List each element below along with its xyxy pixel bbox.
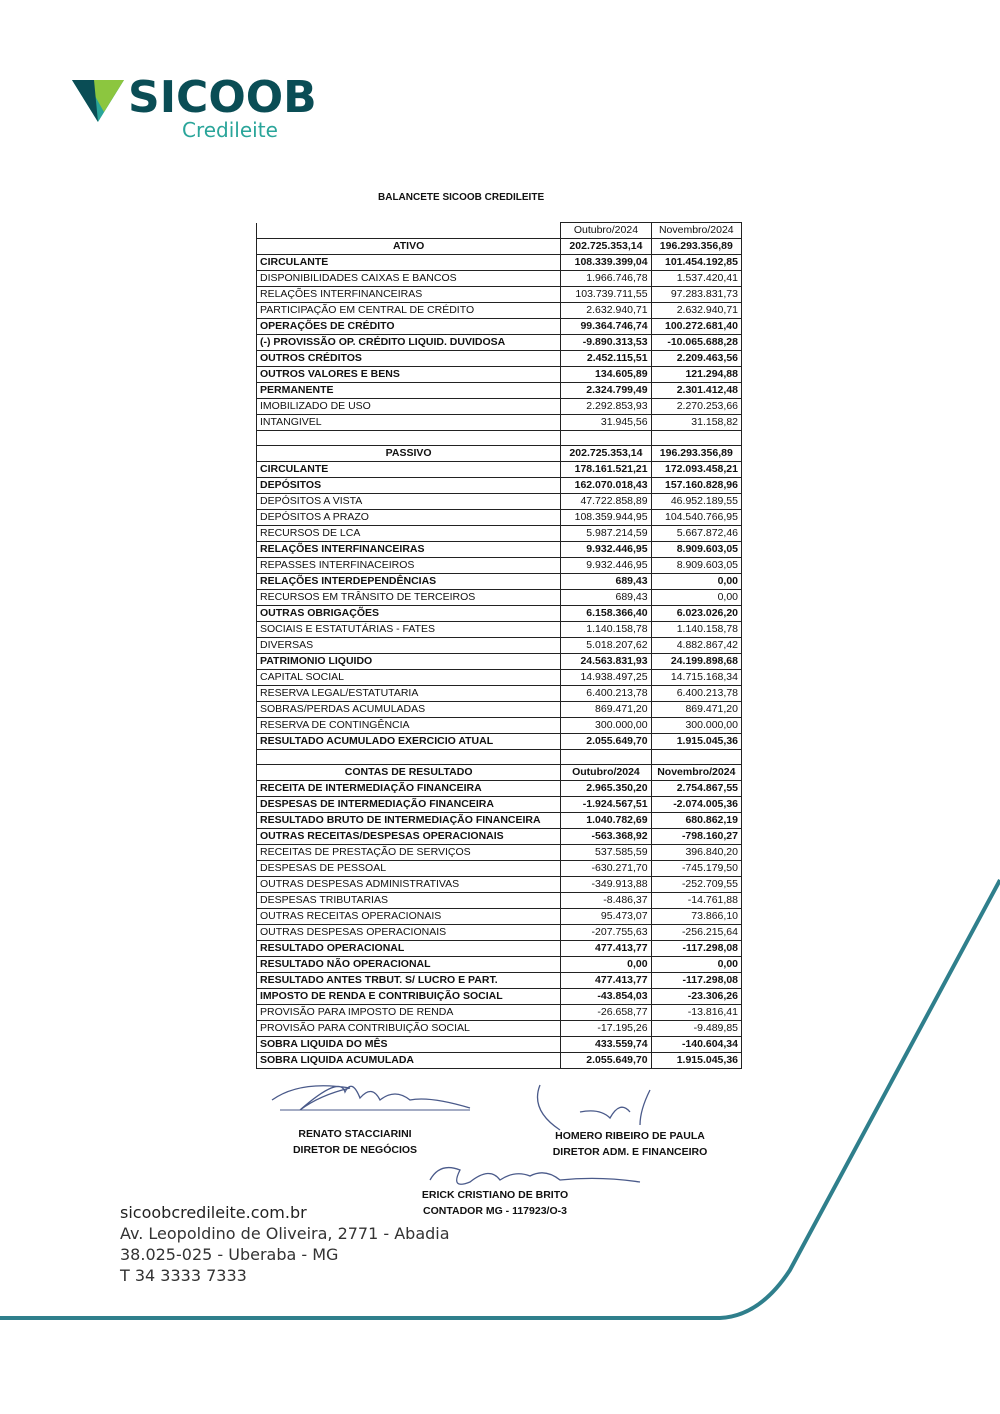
row-label: RECEITAS DE PRESTAÇÃO DE SERVIÇOS [257,845,561,861]
value-oct: -630.271,70 [561,861,651,877]
value-nov: 14.715.168,34 [651,670,741,686]
value-oct: 537.585,59 [561,845,651,861]
value-nov: -745.179,50 [651,861,741,877]
value-oct: 869.471,20 [561,702,651,718]
value-oct: 689,43 [561,574,651,590]
value-oct: 5.018.207,62 [561,638,651,654]
value-oct: -43.854,03 [561,989,651,1005]
value-nov: 196.293.356,89 [651,239,741,255]
signer-name: HOMERO RIBEIRO DE PAULA [555,1130,705,1142]
value-oct: 2.452.115,51 [561,351,651,367]
row-label: RECURSOS DE LCA [257,526,561,542]
row-label: DISPONIBILIDADES CAIXAS E BANCOS [257,271,561,287]
value-oct: 202.725.353,14 [561,446,651,462]
signer-role: DIRETOR DE NEGÓCIOS [292,1144,418,1156]
row-label: REPASSES INTERFINACEIROS [257,558,561,574]
value-oct: 2.055.649,70 [561,1053,651,1069]
value-nov: 300.000,00 [651,718,741,734]
row-label: SOBRAS/PERDAS ACUMULADAS [257,702,561,718]
row-label: IMPOSTO DE RENDA E CONTRIBUIÇÃO SOCIAL [257,989,561,1005]
logo-brand: SICOOB [128,72,317,123]
row-label: RESULTADO ANTES TRBUT. S/ LUCRO E PART. [257,973,561,989]
row-label: OUTROS VALORES E BENS [257,367,561,383]
value-oct: -1.924.567,51 [561,797,651,813]
value-nov: 5.667.872,46 [651,526,741,542]
value-nov: -140.604,34 [651,1037,741,1053]
value-nov: 1.915.045,36 [651,734,741,750]
column-header-c2: Novembro/2024 [651,223,741,239]
row-label: PATRIMONIO LIQUIDO [257,654,561,670]
row-label: (-) PROVISSÃO OP. CRÉDITO LIQUID. DUVIDOSA [257,335,561,351]
row-label: ATIVO [257,239,561,255]
value-nov: 31.158,82 [651,415,741,431]
row-label: DESPESAS TRIBUTARIAS [257,893,561,909]
row-label: PERMANENTE [257,383,561,399]
row-label: DIVERSAS [257,638,561,654]
value-nov: 6.400.213,78 [651,686,741,702]
value-nov: 2.301.412,48 [651,383,741,399]
value-nov: -14.761,88 [651,893,741,909]
row-label: RESULTADO ACUMULADO EXERCICIO ATUAL [257,734,561,750]
row-label: SOBRA LIQUIDA DO MÊS [257,1037,561,1053]
value-oct: 95.473,07 [561,909,651,925]
value-oct: 1.140.158,78 [561,622,651,638]
value-oct: -9.890.313,53 [561,335,651,351]
value-nov: 0,00 [651,957,741,973]
value-oct: -8.486,37 [561,893,651,909]
row-label: CONTAS DE RESULTADO [257,765,561,781]
value-oct: 24.563.831,93 [561,654,651,670]
row-label: RECEITA DE INTERMEDIAÇÃO FINANCEIRA [257,781,561,797]
value-nov: 104.540.766,95 [651,510,741,526]
row-label: CIRCULANTE [257,255,561,271]
value-oct: 202.725.353,14 [561,239,651,255]
value-nov: 46.952.189,55 [651,494,741,510]
value-oct: 108.339.399,04 [561,255,651,271]
row-label: SOBRA LIQUIDA ACUMULADA [257,1053,561,1069]
footer-phone: T 34 3333 7333 [120,1266,247,1285]
footer-city: 38.025-025 - Uberaba - MG [120,1245,339,1264]
row-label: CIRCULANTE [257,462,561,478]
signer-name: ERICK CRISTIANO DE BRITO [421,1189,569,1201]
row-label: DESPESAS DE PESSOAL [257,861,561,877]
value-oct: -563.368,92 [561,829,651,845]
value-oct: 6.400.213,78 [561,686,651,702]
value-nov: 1.537.420,41 [651,271,741,287]
signer-role: DIRETOR ADM. E FINANCEIRO [552,1146,708,1158]
row-label: OUTROS CRÉDITOS [257,351,561,367]
value-nov: 6.023.026,20 [651,606,741,622]
footer-contact [120,1202,450,1286]
value-nov: 97.283.831,73 [651,287,741,303]
row-label: RESULTADO BRUTO DE INTERMEDIAÇÃO FINANCEIRA [257,813,561,829]
value-oct: 178.161.521,21 [561,462,651,478]
row-label: IMOBILIZADO DE USO [257,399,561,415]
value-oct: 2.965.350,20 [561,781,651,797]
value-oct: 9.932.446,95 [561,558,651,574]
value-oct: 2.324.799,49 [561,383,651,399]
value-oct: 2.632.940,71 [561,303,651,319]
row-label: RELAÇÕES INTERDEPENDÊNCIAS [257,574,561,590]
value-nov: 1.915.045,36 [651,1053,741,1069]
value-nov: 1.140.158,78 [651,622,741,638]
value-oct: 2.292.853,93 [561,399,651,415]
row-label: DEPÓSITOS A PRAZO [257,510,561,526]
row-label: OUTRAS DESPESAS ADMINISTRATIVAS [257,877,561,893]
column-header-c1: Outubro/2024 [561,223,651,239]
row-label: RESERVA LEGAL/ESTATUTARIA [257,686,561,702]
value-nov: 0,00 [651,574,741,590]
row-label: RECURSOS EM TRÂNSITO DE TERCEIROS [257,590,561,606]
row-label: RELAÇÕES INTERFINANCEIRAS [257,287,561,303]
value-oct: 99.364.746,74 [561,319,651,335]
row-label: SOCIAIS E ESTATUTÁRIAS - FATES [257,622,561,638]
value-nov: 0,00 [651,590,741,606]
row-label: CAPITAL SOCIAL [257,670,561,686]
value-nov: 100.272.681,40 [651,319,741,335]
value-nov: -256.215,64 [651,925,741,941]
value-nov: 157.160.828,96 [651,478,741,494]
footer-website: sicoobcredileite.com.br [120,1203,307,1222]
value-oct: 0,00 [561,957,651,973]
value-nov: 24.199.898,68 [651,654,741,670]
signature-block-renato [270,1126,440,1158]
value-oct: 477.413,77 [561,941,651,957]
value-nov: 8.909.603,05 [651,558,741,574]
value-nov: 2.209.463,56 [651,351,741,367]
value-oct: 134.605,89 [561,367,651,383]
value-nov: 2.632.940,71 [651,303,741,319]
value-nov: Novembro/2024 [651,765,741,781]
value-nov: 2.270.253,66 [651,399,741,415]
row-label: OUTRAS RECEITAS OPERACIONAIS [257,909,561,925]
page-title: BALANCETE SICOOB CREDILEITE [378,192,545,203]
value-nov: -13.816,41 [651,1005,741,1021]
value-nov: -117.298,08 [651,973,741,989]
row-label: DEPÓSITOS [257,478,561,494]
row-label: INTANGIVEL [257,415,561,431]
value-nov: 2.754.867,55 [651,781,741,797]
row-label: DEPÓSITOS A VISTA [257,494,561,510]
value-nov: 101.454.192,85 [651,255,741,271]
row-label: OUTRAS OBRIGAÇÕES [257,606,561,622]
value-nov: -252.709,55 [651,877,741,893]
signer-role: CONTADOR MG - 117923/O-3 [423,1205,567,1217]
value-nov: 869.471,20 [651,702,741,718]
row-label: OPERAÇÕES DE CRÉDITO [257,319,561,335]
value-oct: -26.658,77 [561,1005,651,1021]
value-nov: 172.093.458,21 [651,462,741,478]
value-nov: -9.489,85 [651,1021,741,1037]
value-oct: 300.000,00 [561,718,651,734]
value-oct: -349.913,88 [561,877,651,893]
value-oct: 5.987.214,59 [561,526,651,542]
signer-name: RENATO STACCIARINI [298,1128,412,1140]
value-oct: Outubro/2024 [561,765,651,781]
value-oct: 6.158.366,40 [561,606,651,622]
value-nov: -798.160,27 [651,829,741,845]
value-nov: 4.882.867,42 [651,638,741,654]
value-oct: 14.938.497,25 [561,670,651,686]
value-oct: 2.055.649,70 [561,734,651,750]
value-nov: 73.866,10 [651,909,741,925]
row-label: RESULTADO NÃO OPERACIONAL [257,957,561,973]
row-label: PARTICIPAÇÃO EM CENTRAL DE CRÉDITO [257,303,561,319]
logo-subbrand: Credileite [182,118,278,142]
row-label: OUTRAS RECEITAS/DESPESAS OPERACIONAIS [257,829,561,845]
value-nov: 680.862,19 [651,813,741,829]
value-oct: 689,43 [561,590,651,606]
row-label: RESULTADO OPERACIONAL [257,941,561,957]
value-oct: -207.755,63 [561,925,651,941]
value-oct: 47.722.858,89 [561,494,651,510]
row-label: PROVISÃO PARA IMPOSTO DE RENDA [257,1005,561,1021]
value-oct: 433.559,74 [561,1037,651,1053]
value-nov: 196.293.356,89 [651,446,741,462]
value-oct: 477.413,77 [561,973,651,989]
value-oct: 103.739.711,55 [561,287,651,303]
value-nov: 396.840,20 [651,845,741,861]
value-nov: -2.074.005,36 [651,797,741,813]
value-nov: 8.909.603,05 [651,542,741,558]
value-oct: 108.359.944,95 [561,510,651,526]
row-label: PASSIVO [257,446,561,462]
row-label: OUTRAS DESPESAS OPERACIONAIS [257,925,561,941]
value-oct: 9.932.446,95 [561,542,651,558]
value-nov: 121.294,88 [651,367,741,383]
value-oct: 1.966.746,78 [561,271,651,287]
row-label: PROVISÃO PARA CONTRIBUIÇÃO SOCIAL [257,1021,561,1037]
value-oct: 162.070.018,43 [561,478,651,494]
value-oct: 1.040.782,69 [561,813,651,829]
value-nov: -117.298,08 [651,941,741,957]
signature-block-homero [540,1128,720,1160]
row-label: RESERVA DE CONTINGÊNCIA [257,718,561,734]
footer-address: Av. Leopoldino de Oliveira, 2771 - Abadia [120,1224,450,1243]
value-nov: -10.065.688,28 [651,335,741,351]
value-oct: 31.945,56 [561,415,651,431]
row-label: DESPESAS DE INTERMEDIAÇÃO FINANCEIRA [257,797,561,813]
row-label: RELAÇÕES INTERFINANCEIRAS [257,542,561,558]
value-nov: -23.306,26 [651,989,741,1005]
value-oct: -17.195,26 [561,1021,651,1037]
